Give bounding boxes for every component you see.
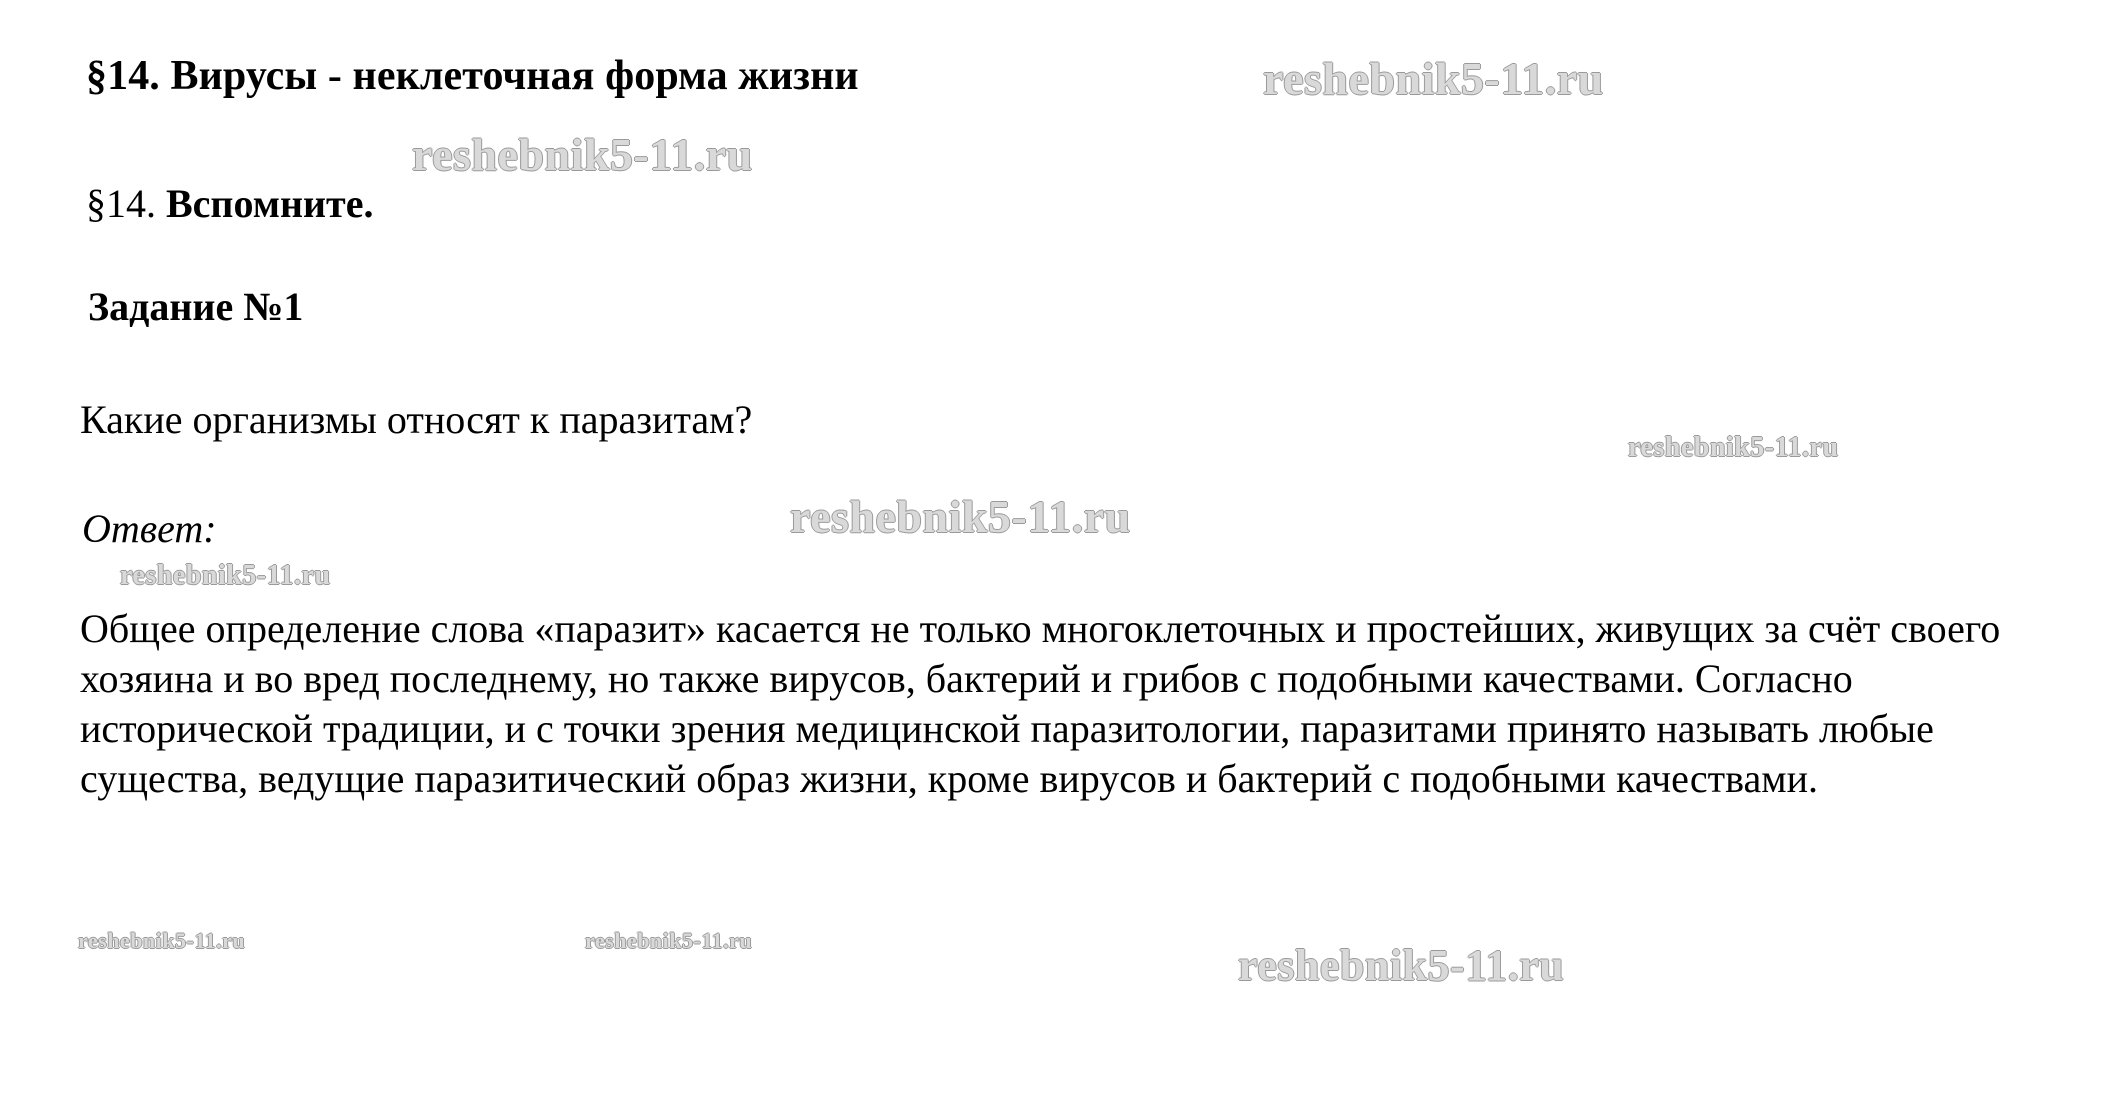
section-subtitle-label: Вспомните. [166, 181, 374, 226]
watermark: reshebnik5-11.ru [790, 491, 1131, 542]
answer-label: Ответ: [82, 506, 217, 551]
page-title: §14. Вирусы - неклеточная форма жизни [86, 53, 859, 99]
watermark: reshebnik5-11.ru [585, 928, 753, 953]
watermark: reshebnik5-11.ru [1238, 941, 1565, 990]
section-subtitle-number: §14. [86, 181, 166, 226]
watermark: reshebnik5-11.ru [1263, 53, 1604, 104]
section-subtitle [86, 180, 373, 227]
question-text: Какие организмы относят к паразитам? [80, 397, 753, 442]
watermark: reshebnik5-11.ru [78, 928, 246, 953]
answer-text: Общее определение слова «паразит» касается не только многоклеточных и простейших, живущих за счёт своего хозяина и во вред последнему, но также вирусов, бактерий и грибов с подобными качествами. Согласно исторической традиции, и с точки зрения медицинской паразитологии, паразитами принято называть любые существа, ведущие паразитический образ жизни, кроме вирусов и бактерий с подобными качествами. [80, 606, 2001, 801]
watermark: reshebnik5-11.ru [412, 129, 753, 180]
watermark: reshebnik5-11.ru [120, 560, 331, 591]
watermark: reshebnik5-11.ru [1628, 432, 1839, 463]
task-heading: Задание №1 [88, 284, 304, 329]
